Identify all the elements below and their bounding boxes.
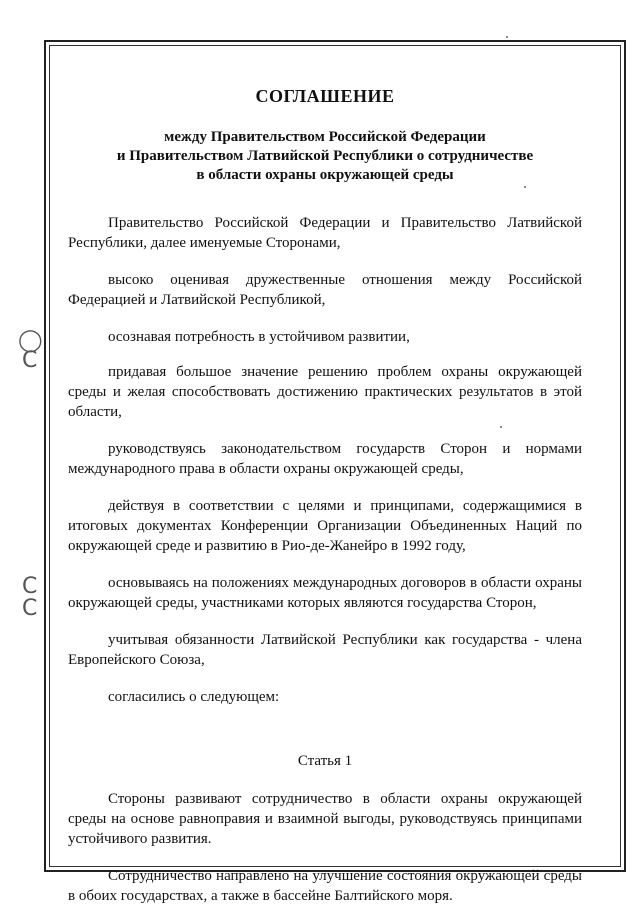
- punch-hole-icon: C: [22, 348, 38, 373]
- article-paragraph: Сотрудничество направлено на улучшение состояния окружающей среды в обоих государствах, а также в бассейне Балтийского моря.: [68, 868, 582, 904]
- subtitle-line: и Правительством Латвийской Республики о сотрудничестве: [116, 148, 534, 164]
- preamble-paragraph: согласились о следующем:: [108, 689, 280, 705]
- preamble-paragraph: высоко оценивая дружественные отношения между Российской Федерацией и Латвийской Республикой,: [68, 272, 582, 308]
- preamble-paragraph: осознавая потребность в устойчивом развитии,: [108, 329, 410, 345]
- preamble-paragraph: руководствуясь законодательством государств Сторон и нормами международного права в области охраны окружающей среды,: [68, 441, 582, 477]
- article-paragraph: Стороны развивают сотрудничество в области охраны окружающей среды на основе равноправия и взаимной выгоды, руководствуясь принципами устойчивого развития.: [68, 791, 582, 847]
- punch-hole-icon: C: [22, 596, 38, 621]
- article-heading: Статья 1: [297, 753, 353, 769]
- subtitle-line: в области охраны окружающей среды: [196, 167, 454, 183]
- document-title: СОГЛАШЕНИЕ: [255, 86, 395, 106]
- scan-speck: [506, 36, 508, 38]
- preamble-paragraph: Правительство Российской Федерации и Правительство Латвийской Республики, далее именуемые Сторонами,: [68, 215, 582, 251]
- preamble-paragraph: действуя в соответствии с целями и принципами, содержащимися в итоговых документах Конференции Организации Объединенных Наций по окружающей среде и развитию в Рио-де-Жанейро в 1992 году,: [68, 498, 582, 554]
- subtitle-line: между Правительством Российской Федерации: [164, 129, 486, 145]
- punch-hole-icon: C: [22, 574, 38, 599]
- preamble-paragraph: основываясь на положениях международных договоров в области охраны окружающей среды, участниками которых являются государства Сторон,: [68, 575, 582, 611]
- punch-hole-icon: ◯: [18, 328, 43, 353]
- preamble-paragraph: учитывая обязанности Латвийской Республики как государства - члена Европейского Союза,: [68, 632, 582, 668]
- preamble-paragraph: придавая большое значение решению проблем охраны окружающей среды и желая способствовать достижению практических результатов в этой области,: [68, 364, 582, 420]
- document-subtitle: [68, 128, 582, 185]
- document-body: [68, 82, 582, 906]
